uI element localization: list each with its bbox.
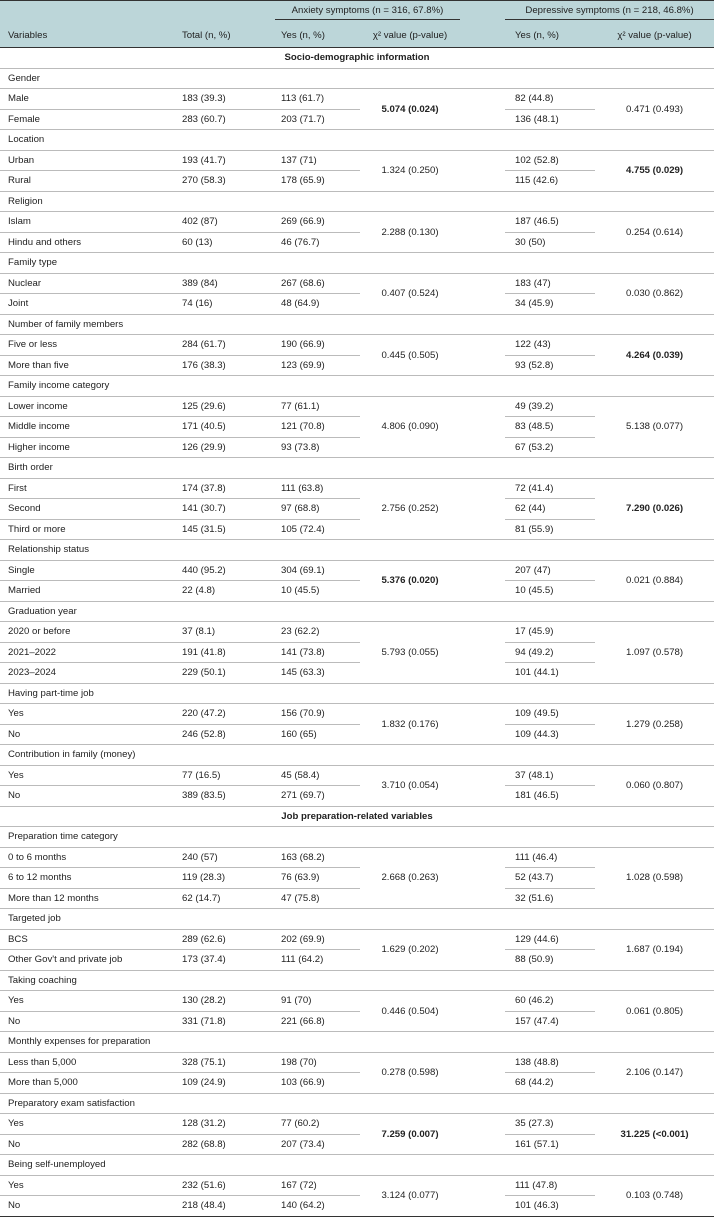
total-value: 125 (29.6) (160, 396, 275, 417)
anxiety-yes-value: 46 (76.7) (275, 232, 360, 253)
variable-level: No (0, 1196, 160, 1217)
anxiety-chi-value: 3.710 (0.054) (360, 765, 505, 806)
variable-level: Five or less (0, 335, 160, 356)
group-row (0, 376, 714, 397)
anxiety-yes-value: 221 (66.8) (275, 1011, 360, 1032)
depressive-yes-value: 67 (53.2) (505, 437, 595, 458)
anxiety-yes-value: 76 (63.9) (275, 868, 360, 889)
total-value: 289 (62.6) (160, 929, 275, 950)
anxiety-yes-value: 113 (61.7) (275, 89, 360, 110)
depressive-yes-value: 129 (44.6) (505, 929, 595, 950)
depressive-chi-value: 4.264 (0.039) (595, 335, 714, 376)
table-row (0, 622, 714, 643)
total-value: 193 (41.7) (160, 150, 275, 171)
group-label: Preparation time category (0, 827, 714, 848)
table-row (0, 847, 714, 868)
variable-level: More than 5,000 (0, 1073, 160, 1094)
variable-level: 2023–2024 (0, 663, 160, 684)
depressive-yes-value: 34 (45.9) (505, 294, 595, 315)
depressive-yes-value: 102 (52.8) (505, 150, 595, 171)
total-value: 141 (30.7) (160, 499, 275, 520)
anxiety-yes-value: 203 (71.7) (275, 109, 360, 130)
total-value: 62 (14.7) (160, 888, 275, 909)
total-value: 77 (16.5) (160, 765, 275, 786)
variable-level: More than five (0, 355, 160, 376)
depressive-yes-value: 187 (46.5) (505, 212, 595, 233)
anxiety-yes-value: 141 (73.8) (275, 642, 360, 663)
variable-level: No (0, 724, 160, 745)
anxiety-chi-value: 4.806 (0.090) (360, 396, 505, 458)
total-value: 126 (29.9) (160, 437, 275, 458)
group-row (0, 68, 714, 89)
anxiety-yes-value: 77 (60.2) (275, 1114, 360, 1135)
section-title: Socio-demographic information (0, 48, 714, 69)
anxiety-chi-value: 0.407 (0.524) (360, 273, 505, 314)
anxiety-chi-value: 2.668 (0.263) (360, 847, 505, 909)
anxiety-yes-value: 91 (70) (275, 991, 360, 1012)
depressive-header: Depressive symptoms (n = 218, 46.8%) (505, 1, 714, 24)
depressive-yes-value: 49 (39.2) (505, 396, 595, 417)
depressive-yes-value: 161 (57.1) (505, 1134, 595, 1155)
group-label: Relationship status (0, 540, 714, 561)
variable-level: No (0, 1011, 160, 1032)
anxiety-yes-value: 140 (64.2) (275, 1196, 360, 1217)
total-value: 173 (37.4) (160, 950, 275, 971)
anxiety-yes-value: 111 (64.2) (275, 950, 360, 971)
variable-level: Yes (0, 991, 160, 1012)
variable-level: Middle income (0, 417, 160, 438)
depressive-yes-value: 35 (27.3) (505, 1114, 595, 1135)
table-row (0, 929, 714, 950)
depressive-chi-value: 4.755 (0.029) (595, 150, 714, 191)
depressive-yes-value: 10 (45.5) (505, 581, 595, 602)
anxiety-chi-value: 0.446 (0.504) (360, 991, 505, 1032)
anxiety-chi-value: 5.074 (0.024) (360, 89, 505, 130)
depressive-yes-value: 111 (46.4) (505, 847, 595, 868)
total-value: 402 (87) (160, 212, 275, 233)
group-label: Number of family members (0, 314, 714, 335)
table-row (0, 478, 714, 499)
anxiety-yes-value: 160 (65) (275, 724, 360, 745)
depressive-chi-value: 1.028 (0.598) (595, 847, 714, 909)
depressive-yes-value: 60 (46.2) (505, 991, 595, 1012)
anxiety-yes-value: 178 (65.9) (275, 171, 360, 192)
depressive-yes-value: 94 (49.2) (505, 642, 595, 663)
group-row (0, 827, 714, 848)
depressive-chi-value: 0.061 (0.805) (595, 991, 714, 1032)
anxiety-yes-value: 105 (72.4) (275, 519, 360, 540)
depressive-chi-value: 7.290 (0.026) (595, 478, 714, 540)
variable-level: Yes (0, 765, 160, 786)
variable-level: Female (0, 109, 160, 130)
group-row (0, 191, 714, 212)
variable-level: More than 12 months (0, 888, 160, 909)
total-value: 128 (31.2) (160, 1114, 275, 1135)
section-title: Job preparation-related variables (0, 806, 714, 827)
variable-level: Other Gov't and private job (0, 950, 160, 971)
total-value: 389 (83.5) (160, 786, 275, 807)
table-row (0, 1114, 714, 1135)
group-label: Gender (0, 68, 714, 89)
depressive-yes-value: 30 (50) (505, 232, 595, 253)
depressive-yes-value: 183 (47) (505, 273, 595, 294)
depressive-yes-value: 101 (44.1) (505, 663, 595, 684)
depressive-yes-value: 109 (49.5) (505, 704, 595, 725)
table-row (0, 1052, 714, 1073)
group-row (0, 1093, 714, 1114)
total-value: 74 (16) (160, 294, 275, 315)
variable-level: No (0, 786, 160, 807)
variable-level: Yes (0, 704, 160, 725)
depressive-chi-value: 0.471 (0.493) (595, 89, 714, 130)
total-value: 440 (95.2) (160, 560, 275, 581)
group-label: Family income category (0, 376, 714, 397)
total-value: 270 (58.3) (160, 171, 275, 192)
group-label: Preparatory exam satisfaction (0, 1093, 714, 1114)
depressive-chi-value: 5.138 (0.077) (595, 396, 714, 458)
anxiety-yes-value: 202 (69.9) (275, 929, 360, 950)
variable-level: Second (0, 499, 160, 520)
total-value: 145 (31.5) (160, 519, 275, 540)
anxiety-yes-value: 123 (69.9) (275, 355, 360, 376)
depressive-yes-value: 81 (55.9) (505, 519, 595, 540)
depressive-yes-value: 181 (46.5) (505, 786, 595, 807)
total-value: 220 (47.2) (160, 704, 275, 725)
anxiety-yes-value: 48 (64.9) (275, 294, 360, 315)
anxiety-chi-value: 1.629 (0.202) (360, 929, 505, 970)
group-row (0, 253, 714, 274)
anxiety-yes-value: 145 (63.3) (275, 663, 360, 684)
table-row (0, 1175, 714, 1196)
depressive-chi-value: 0.060 (0.807) (595, 765, 714, 806)
total-value: 60 (13) (160, 232, 275, 253)
anxiety-yes-value: 271 (69.7) (275, 786, 360, 807)
table-row (0, 273, 714, 294)
anxiety-yes-value: 97 (68.8) (275, 499, 360, 520)
total-value: 283 (60.7) (160, 109, 275, 130)
depressive-chi-value: 0.103 (0.748) (595, 1175, 714, 1216)
variable-level: BCS (0, 929, 160, 950)
variable-level: Hindu and others (0, 232, 160, 253)
depressive-yes-value: 136 (48.1) (505, 109, 595, 130)
anxiety-yes-value: 23 (62.2) (275, 622, 360, 643)
depressive-chi-value: 0.021 (0.884) (595, 560, 714, 601)
total-value: 284 (61.7) (160, 335, 275, 356)
total-value: 331 (71.8) (160, 1011, 275, 1032)
anxiety-yes-value: 103 (66.9) (275, 1073, 360, 1094)
total-value: 171 (40.5) (160, 417, 275, 438)
anxiety-yes-value: 77 (61.1) (275, 396, 360, 417)
group-label: Location (0, 130, 714, 151)
anxiety-chi-value: 5.376 (0.020) (360, 560, 505, 601)
total-value: 130 (28.2) (160, 991, 275, 1012)
group-row (0, 314, 714, 335)
variable-level: Less than 5,000 (0, 1052, 160, 1073)
depressive-chi-value: 1.687 (0.194) (595, 929, 714, 970)
anxiety-yes-value: 163 (68.2) (275, 847, 360, 868)
total-value: 218 (48.4) (160, 1196, 275, 1217)
group-label: Being self-unemployed (0, 1155, 714, 1176)
total-value: 176 (38.3) (160, 355, 275, 376)
variable-level: Single (0, 560, 160, 581)
table-row (0, 991, 714, 1012)
group-label: Contribution in family (money) (0, 745, 714, 766)
anxiety-yes-value: 137 (71) (275, 150, 360, 171)
anxiety-yes-value: 198 (70) (275, 1052, 360, 1073)
depressive-chi-value: 0.254 (0.614) (595, 212, 714, 253)
group-row (0, 970, 714, 991)
total-value: 37 (8.1) (160, 622, 275, 643)
anxiety-yes-value: 47 (75.8) (275, 888, 360, 909)
group-label: Birth order (0, 458, 714, 479)
variable-level: 2021–2022 (0, 642, 160, 663)
variable-level: Lower income (0, 396, 160, 417)
depressive-yes-value: 52 (43.7) (505, 868, 595, 889)
anxiety-yes-value: 304 (69.1) (275, 560, 360, 581)
col-anxiety-yes: Yes (n, %) (275, 23, 360, 48)
anxiety-yes-value: 10 (45.5) (275, 581, 360, 602)
group-row (0, 1032, 714, 1053)
anxiety-chi-value: 1.324 (0.250) (360, 150, 505, 191)
total-value: 109 (24.9) (160, 1073, 275, 1094)
anxiety-yes-value: 207 (73.4) (275, 1134, 360, 1155)
depressive-yes-value: 207 (47) (505, 560, 595, 581)
group-row (0, 458, 714, 479)
anxiety-yes-value: 93 (73.8) (275, 437, 360, 458)
depressive-yes-value: 157 (47.4) (505, 1011, 595, 1032)
total-value: 282 (68.8) (160, 1134, 275, 1155)
anxiety-chi-value: 3.124 (0.077) (360, 1175, 505, 1216)
anxiety-chi-value: 7.259 (0.007) (360, 1114, 505, 1155)
total-value: 240 (57) (160, 847, 275, 868)
variable-level: Yes (0, 1114, 160, 1135)
group-label: Taking coaching (0, 970, 714, 991)
variable-level: 6 to 12 months (0, 868, 160, 889)
total-value: 119 (28.3) (160, 868, 275, 889)
table-row (0, 765, 714, 786)
anxiety-chi-value: 2.756 (0.252) (360, 478, 505, 540)
depressive-yes-value: 32 (51.6) (505, 888, 595, 909)
col-depressive-chi: χ² value (p-value) (595, 23, 714, 48)
anxiety-yes-value: 267 (68.6) (275, 273, 360, 294)
col-variables: Variables (0, 23, 160, 48)
depressive-chi-value: 1.097 (0.578) (595, 622, 714, 684)
variable-level: Third or more (0, 519, 160, 540)
group-row (0, 1155, 714, 1176)
anxiety-yes-value: 269 (66.9) (275, 212, 360, 233)
col-anxiety-chi: χ² value (p-value) (360, 23, 505, 48)
variable-level: Nuclear (0, 273, 160, 294)
anxiety-chi-value: 1.832 (0.176) (360, 704, 505, 745)
total-value: 229 (50.1) (160, 663, 275, 684)
col-depressive-yes: Yes (n, %) (505, 23, 595, 48)
depressive-yes-value: 115 (42.6) (505, 171, 595, 192)
anxiety-header: Anxiety symptoms (n = 316, 67.8%) (275, 1, 505, 24)
depressive-yes-value: 83 (48.5) (505, 417, 595, 438)
variable-level: Rural (0, 171, 160, 192)
anxiety-yes-value: 111 (63.8) (275, 478, 360, 499)
group-label: Religion (0, 191, 714, 212)
depressive-yes-value: 93 (52.8) (505, 355, 595, 376)
anxiety-chi-value: 2.288 (0.130) (360, 212, 505, 253)
anxiety-yes-value: 167 (72) (275, 1175, 360, 1196)
variable-level: 2020 or before (0, 622, 160, 643)
depressive-chi-value: 1.279 (0.258) (595, 704, 714, 745)
group-row (0, 683, 714, 704)
depressive-yes-value: 109 (44.3) (505, 724, 595, 745)
depressive-yes-value: 111 (47.8) (505, 1175, 595, 1196)
variable-level: Married (0, 581, 160, 602)
variable-level: Yes (0, 1175, 160, 1196)
col-total: Total (n, %) (160, 23, 275, 48)
total-value: 183 (39.3) (160, 89, 275, 110)
variable-level: Joint (0, 294, 160, 315)
total-value: 174 (37.8) (160, 478, 275, 499)
table-row (0, 704, 714, 725)
group-label: Monthly expenses for preparation (0, 1032, 714, 1053)
total-value: 22 (4.8) (160, 581, 275, 602)
total-value: 246 (52.8) (160, 724, 275, 745)
variable-level: Higher income (0, 437, 160, 458)
anxiety-chi-value: 0.445 (0.505) (360, 335, 505, 376)
variable-level: Urban (0, 150, 160, 171)
anxiety-chi-value: 5.793 (0.055) (360, 622, 505, 684)
anxiety-yes-value: 190 (66.9) (275, 335, 360, 356)
anxiety-chi-value: 0.278 (0.598) (360, 1052, 505, 1093)
depressive-yes-value: 122 (43) (505, 335, 595, 356)
depressive-yes-value: 88 (50.9) (505, 950, 595, 971)
section-row (0, 806, 714, 827)
variable-level: 0 to 6 months (0, 847, 160, 868)
total-value: 389 (84) (160, 273, 275, 294)
depressive-chi-value: 31.225 (<0.001) (595, 1114, 714, 1155)
table-row (0, 212, 714, 233)
anxiety-yes-value: 156 (70.9) (275, 704, 360, 725)
table-row (0, 396, 714, 417)
group-row (0, 601, 714, 622)
table-row (0, 335, 714, 356)
depressive-yes-value: 82 (44.8) (505, 89, 595, 110)
group-row (0, 130, 714, 151)
variable-level: Islam (0, 212, 160, 233)
table-row (0, 560, 714, 581)
depressive-yes-value: 138 (48.8) (505, 1052, 595, 1073)
total-value: 232 (51.6) (160, 1175, 275, 1196)
anxiety-yes-value: 45 (58.4) (275, 765, 360, 786)
group-row (0, 745, 714, 766)
group-label: Family type (0, 253, 714, 274)
section-row (0, 48, 714, 69)
total-value: 328 (75.1) (160, 1052, 275, 1073)
depressive-yes-value: 101 (46.3) (505, 1196, 595, 1217)
group-row (0, 909, 714, 930)
depressive-yes-value: 17 (45.9) (505, 622, 595, 643)
group-label: Graduation year (0, 601, 714, 622)
group-label: Targeted job (0, 909, 714, 930)
depressive-yes-value: 37 (48.1) (505, 765, 595, 786)
table-row (0, 89, 714, 110)
variable-level: No (0, 1134, 160, 1155)
variable-level: First (0, 478, 160, 499)
table-row (0, 150, 714, 171)
anxiety-yes-value: 121 (70.8) (275, 417, 360, 438)
depressive-yes-value: 62 (44) (505, 499, 595, 520)
group-label: Having part-time job (0, 683, 714, 704)
group-row (0, 540, 714, 561)
depressive-yes-value: 72 (41.4) (505, 478, 595, 499)
total-value: 191 (41.8) (160, 642, 275, 663)
depressive-chi-value: 2.106 (0.147) (595, 1052, 714, 1093)
depressive-chi-value: 0.030 (0.862) (595, 273, 714, 314)
depressive-yes-value: 68 (44.2) (505, 1073, 595, 1094)
variable-level: Male (0, 89, 160, 110)
